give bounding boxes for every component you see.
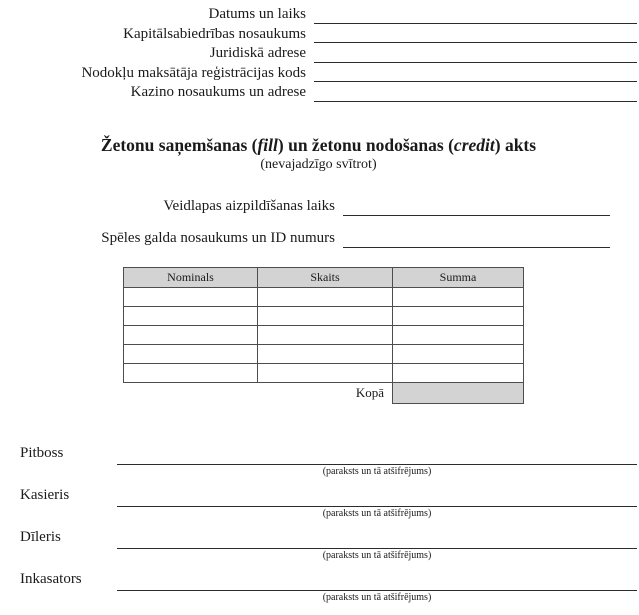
- signature-line-pitboss: [117, 451, 637, 465]
- field-line-kapitalsabiedriba: [314, 29, 637, 43]
- field-line-juridiska-adrese: [314, 49, 637, 63]
- table-cell-summa: [393, 325, 524, 344]
- field-line-kazino: [314, 88, 637, 102]
- table-header-summa: Summa: [393, 267, 524, 287]
- signature-row: [0, 529, 637, 549]
- table-cell-nominals: [124, 363, 258, 382]
- chip-table: [123, 267, 524, 404]
- signature-row: [0, 445, 637, 465]
- signature-group-dileris: [0, 529, 637, 571]
- field-line-registracijas-kods: [314, 68, 637, 82]
- signature-line-inkasators: [117, 577, 637, 591]
- field-label-datums: Datums un laiks: [208, 6, 306, 22]
- title-text-mid: ) un žetonu nodošanas (: [277, 134, 454, 155]
- table-row: [124, 306, 524, 325]
- field-row-juridiska-adrese: [0, 43, 637, 63]
- table-cell-nominals: [124, 306, 258, 325]
- signature-caption: (paraksts un tā atšifrējums): [322, 591, 432, 603]
- field-row-registracijas-kods: [0, 63, 637, 83]
- table-cell-nominals: [124, 325, 258, 344]
- table-cell-skaits: [258, 363, 393, 382]
- signature-caption: (paraksts un tā atšifrējums): [322, 465, 432, 477]
- table-cell-summa: [393, 344, 524, 363]
- table-cell-summa: [393, 287, 524, 306]
- field-label-speles-galds: Spēles galda nosaukums un ID numurs: [101, 230, 335, 246]
- field-label-registracijas-kods: Nodokļu maksātāja reģistrācijas kods: [81, 64, 306, 81]
- table-cell-nominals: [124, 287, 258, 306]
- field-line-datums: [314, 10, 637, 24]
- field-row-kapitalsabiedriba: [0, 24, 637, 44]
- table-row: [124, 325, 524, 344]
- field-row-speles-galds: [0, 228, 637, 248]
- field-label-kapitalsabiedriba: Kapitālsabiedrības nosaukums: [123, 25, 306, 42]
- signature-row: [0, 487, 637, 507]
- table-header-skaits: Skaits: [258, 267, 393, 287]
- table-cell-skaits: [258, 287, 393, 306]
- table-cell-summa: [393, 363, 524, 382]
- signatures-section: [0, 445, 637, 613]
- field-line-speles-galds: [343, 234, 610, 248]
- signature-group-inkasators: [0, 571, 637, 613]
- total-label: Kopā: [124, 382, 393, 403]
- field-row-aizpildisanas-laiks: [0, 196, 637, 216]
- field-line-aizpildisanas-laiks: [343, 202, 610, 216]
- table-row: [124, 363, 524, 382]
- document-title: [0, 135, 637, 156]
- signature-role-dileris: Dīleris: [20, 529, 61, 545]
- table-cell-skaits: [258, 325, 393, 344]
- title-text-post: ) akts: [494, 134, 537, 155]
- signature-row: [0, 571, 637, 591]
- title-text-pre: Žetonu saņemšanas (: [100, 134, 258, 155]
- signature-role-inkasators: Inkasators: [20, 571, 82, 587]
- signature-caption: (paraksts un tā atšifrējums): [322, 549, 432, 561]
- signature-line-kasieris: [117, 493, 637, 507]
- total-value-cell: [393, 382, 524, 403]
- field-label-kazino: Kazino nosaukums un adrese: [130, 84, 306, 100]
- signature-line-dileris: [117, 535, 637, 549]
- table-cell-skaits: [258, 306, 393, 325]
- signature-group-pitboss: [0, 445, 637, 487]
- field-row-kazino: [0, 82, 637, 102]
- table-cell-nominals: [124, 344, 258, 363]
- table-total-row: [124, 382, 524, 403]
- field-label-aizpildisanas-laiks: Veidlapas aizpildīšanas laiks: [163, 198, 335, 214]
- field-label-juridiska-adrese: Juridiskā adrese: [209, 45, 306, 61]
- table-header-row: [124, 267, 524, 287]
- signature-caption: (paraksts un tā atšifrējums): [322, 507, 432, 519]
- field-row-datums: [0, 4, 637, 24]
- document-subtitle: (nevajadzīgo svītrot): [260, 156, 377, 172]
- signature-role-kasieris: Kasieris: [20, 487, 70, 503]
- signature-role-pitboss: Pitboss: [20, 445, 64, 461]
- table-cell-skaits: [258, 344, 393, 363]
- title-term-fill: fill: [257, 134, 278, 155]
- table-row: [124, 344, 524, 363]
- table-row: [124, 287, 524, 306]
- title-term-credit: credit: [453, 134, 495, 155]
- table-header-nominals: Nominals: [124, 267, 258, 287]
- table-cell-summa: [393, 306, 524, 325]
- top-fields: [0, 4, 637, 102]
- signature-group-kasieris: [0, 487, 637, 529]
